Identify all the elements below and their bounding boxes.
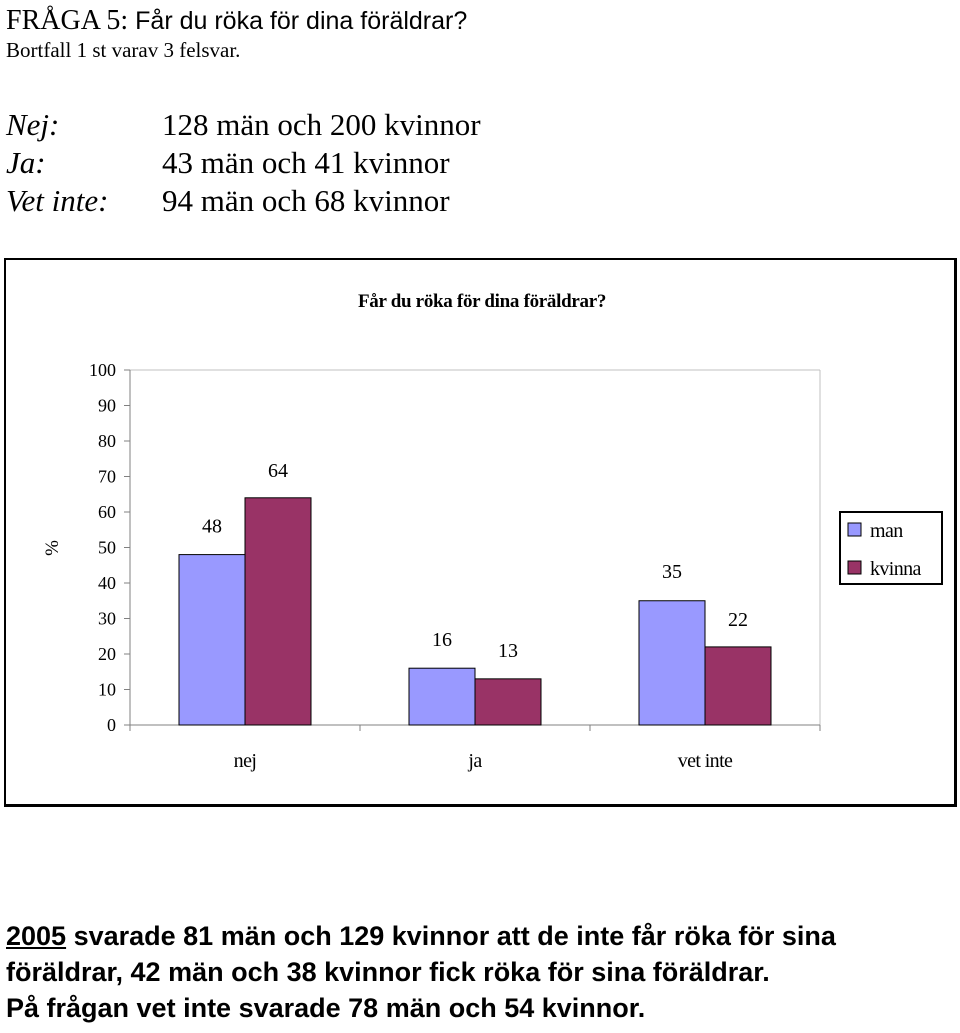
- data-label-kvinna-ja: 13: [498, 639, 518, 662]
- data-label-man-vet-inte: 35: [662, 560, 682, 583]
- data-label-man-nej: 48: [202, 515, 222, 538]
- y-tick-label-80: 80: [98, 431, 116, 451]
- bar-chart: [6, 260, 954, 804]
- summary-line-1-text: svarade 81 män och 129 kvinnor att de inte får röka för sina: [66, 921, 836, 951]
- y-tick-label-50: 50: [98, 537, 116, 558]
- y-tick-label-90: 90: [98, 395, 116, 416]
- dropout-note: Bortfall 1 st varav 3 felsvar.: [6, 38, 241, 62]
- bar-man-ja: [409, 668, 475, 725]
- chart-frame: [4, 258, 957, 807]
- answer-value: 128 män och 200 kvinnor: [162, 107, 481, 142]
- chart-title: Får du röka för dina föräldrar?: [357, 291, 607, 312]
- y-tick-label-20: 20: [98, 644, 116, 664]
- x-tick-label-vet-inte: vet inte: [677, 750, 733, 772]
- y-tick-label-10: 10: [98, 679, 116, 700]
- bar-man-vet-inte: [639, 601, 705, 725]
- y-tick-label-60: 60: [98, 502, 116, 522]
- bar-kvinna-nej: [245, 498, 311, 725]
- y-tick-label-100: 100: [89, 360, 116, 380]
- question-number: FRÅGA 5:: [6, 5, 129, 36]
- legend-swatch-kvinna: [848, 561, 861, 574]
- y-tick-label-40: 40: [98, 573, 116, 593]
- data-label-kvinna-nej: 64: [268, 459, 288, 482]
- bar-kvinna-ja: [475, 679, 541, 725]
- legend-label-kvinna: kvinna: [870, 558, 921, 580]
- legend-swatch-man: [848, 523, 861, 536]
- y-tick-label-30: 30: [98, 608, 116, 629]
- y-tick-label-70: 70: [98, 466, 116, 487]
- answer-label: Ja:: [6, 145, 46, 180]
- summary-year: 2005: [6, 921, 67, 951]
- bar-kvinna-vet-inte: [705, 647, 771, 725]
- summary-line-3: På frågan vet inte svarade 78 män och 54 kvinnor.: [6, 993, 646, 1023]
- legend-label-man: man: [870, 520, 903, 542]
- y-axis-label: %: [42, 540, 63, 556]
- y-tick-label-0: 0: [107, 715, 116, 735]
- answer-label: Nej:: [6, 107, 60, 142]
- x-tick-label-ja: ja: [468, 750, 482, 772]
- answer-label: Vet inte:: [6, 183, 109, 218]
- answer-value: 94 män och 68 kvinnor: [162, 183, 450, 218]
- question-line: [6, 2, 467, 40]
- data-label-man-ja: 16: [432, 629, 452, 652]
- question-header: [6, 2, 467, 62]
- question-text: Får du röka för dina föräldrar?: [135, 7, 468, 35]
- answer-value: 43 män och 41 kvinnor: [162, 145, 450, 180]
- x-tick-label-nej: nej: [233, 750, 257, 772]
- summary-line-1: [6, 918, 956, 954]
- bar-man-nej: [179, 555, 245, 725]
- data-label-kvinna-vet-inte: 22: [728, 608, 748, 631]
- summary-2005: [6, 918, 956, 1026]
- summary-line-2: föräldrar, 42 män och 38 kvinnor fick röka för sina föräldrar.: [6, 957, 770, 987]
